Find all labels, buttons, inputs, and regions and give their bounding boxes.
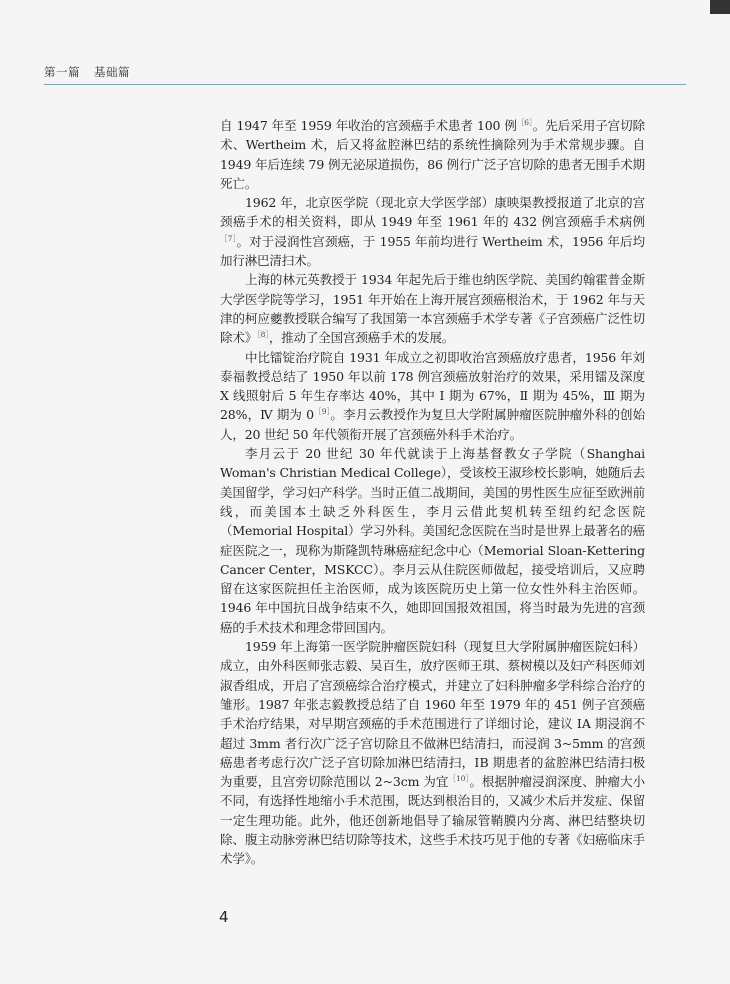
paragraph-1 <box>220 116 645 193</box>
corner-mark <box>710 0 730 14</box>
paragraph-text: 。对于浸润性宫颈癌，于 1955 年前均进行 Wertheim 术，1956 年后均加行淋巴清扫术。 <box>220 233 645 269</box>
paragraph-text: 。李月云教授作为复旦大学附属肿瘤医院肿瘤外科的创始人，20 世纪 50 年代领衔开展了宫颈癌外科手术治疗。 <box>220 407 645 442</box>
paragraph-text: 上海的林元英教授于 1934 年起先后于维也纳医学院、美国约翰霍普金斯大学医学院等学习，1951 年开始在上海开展宫颈癌根治术，于 1962 年与天津的柯应夔教授联合编写了我国第一本宫颈癌手术学专著《子宫颈癌广泛性切除术》 <box>220 272 645 346</box>
paragraph-text: 。先后采用子宫切除术、Wertheim 术，后又将盆腔淋巴结的系统性摘除列为手术常规步骤。自 1949 年后连续 79 例无泌尿道损伤，86 例行广泛子宫切除的患者无围手术期死亡。 <box>220 118 645 191</box>
running-head <box>44 64 130 80</box>
page-number: 4 <box>219 908 229 926</box>
citation-ref: ［9］ <box>313 407 331 417</box>
body-text <box>220 116 645 869</box>
paragraph-3 <box>220 270 645 347</box>
header-rule <box>44 84 686 85</box>
citation-ref: ［7］ <box>220 233 237 243</box>
paragraph-text: 中比镭锭治疗院自 1931 年成立之初即收治宫颈癌放疗患者，1956 年刘泰福教授总结了 1950 年以前 178 例宫颈癌放射治疗的效果，采用镭及深度 X 线照射后 5 年生存率达 40%，其中 Ⅰ 期为 67%，Ⅱ 期为 45%，Ⅲ 期为 28%，Ⅳ 期为 0 <box>220 349 645 423</box>
paragraph-text: 1959 年上海第一医学院肿瘤医院妇科（现复旦大学附属肿瘤医院妇科）成立，由外科医师张志毅、吴百生，放疗医师王琪、蔡树模以及妇产科医师刘淑香组成，开启了宫颈癌综合治疗模式，并建立了妇科肿瘤多学科综合治疗的雏形。1987 年张志毅教授总结了自 1960 年至 1979 年的 451 例子宫颈癌手术治疗结果，对早期宫颈癌的手术范围进行了详细讨论，建议 ⅠA 期浸润不超过 3mm 者行次广泛子宫切除且不做淋巴结清扫，而浸润 3~5mm 的宫颈癌患者考虑行次广泛子宫切除加淋巴结清扫，ⅠB 期患者的盆腔淋巴结清扫极为重要，且宫旁切除范围以 2~3cm 为宜 <box>220 639 645 790</box>
paragraph-2 <box>220 193 645 270</box>
paragraph-4 <box>220 348 645 444</box>
citation-ref: ［8］ <box>257 330 269 340</box>
part-label: 第一篇 <box>44 65 80 79</box>
paragraph-6 <box>220 637 645 869</box>
paragraph-text: 1962 年，北京医学院（现北京大学医学部）康映渠教授报道了北京的宫颈癌手术的相关资料，即从 1949 年至 1961 年的 432 例宫颈癌手术病例 <box>220 195 645 230</box>
paragraph-text: ，推动了全国宫颈癌手术的发展。 <box>268 330 455 346</box>
citation-ref: ［6］ <box>516 118 533 127</box>
citation-ref: ［10］ <box>448 774 470 784</box>
paragraph-text: 。根据肿瘤浸润深度、肿瘤大小不同，有选择性地缩小手术范围，既达到根治目的，又减少术后并发症、保留一定生理功能。此外，他还创新地倡导了输尿管鞘膜内分离、淋巴结整块切除、腹主动脉旁淋巴结切除等技术，这些手术技巧见于他的专著《妇癌临床手术学》。 <box>220 774 645 867</box>
paragraph-text: 李月云于 20 世纪 30 年代就读于上海基督教女子学院（Shanghai Woman's Christian Medical College），受该校王淑珍校长影响，她随后去美国留学，学习妇产科学。当时正值二战期间，美国的男性医生应征至欧洲前线，而美国本土缺乏外科医生，李月云借此契机转至纽约纪念医院（Memorial Hospital）学习外科。美国纪念医院在当时是世界上最著名的癌症医院之一，现称为斯隆凯特琳癌症纪念中心（Memorial Sloan-Kettering Cancer Center，MSKCC）。李月云从住院医师做起，接受培训后，又应聘留在这家医院担任主治医师，成为该医院历史上第一位女性外科主治医师。1946 年中国抗日战争结束不久，她即回国报效祖国，将当时最为先进的宫颈癌的手术技术和理念带回国内。 <box>220 446 645 635</box>
paragraph-text: 自 1947 年至 1959 年收治的宫颈癌手术患者 100 例 <box>220 118 517 133</box>
paragraph-5 <box>220 444 645 637</box>
section-label: 基础篇 <box>94 65 130 79</box>
